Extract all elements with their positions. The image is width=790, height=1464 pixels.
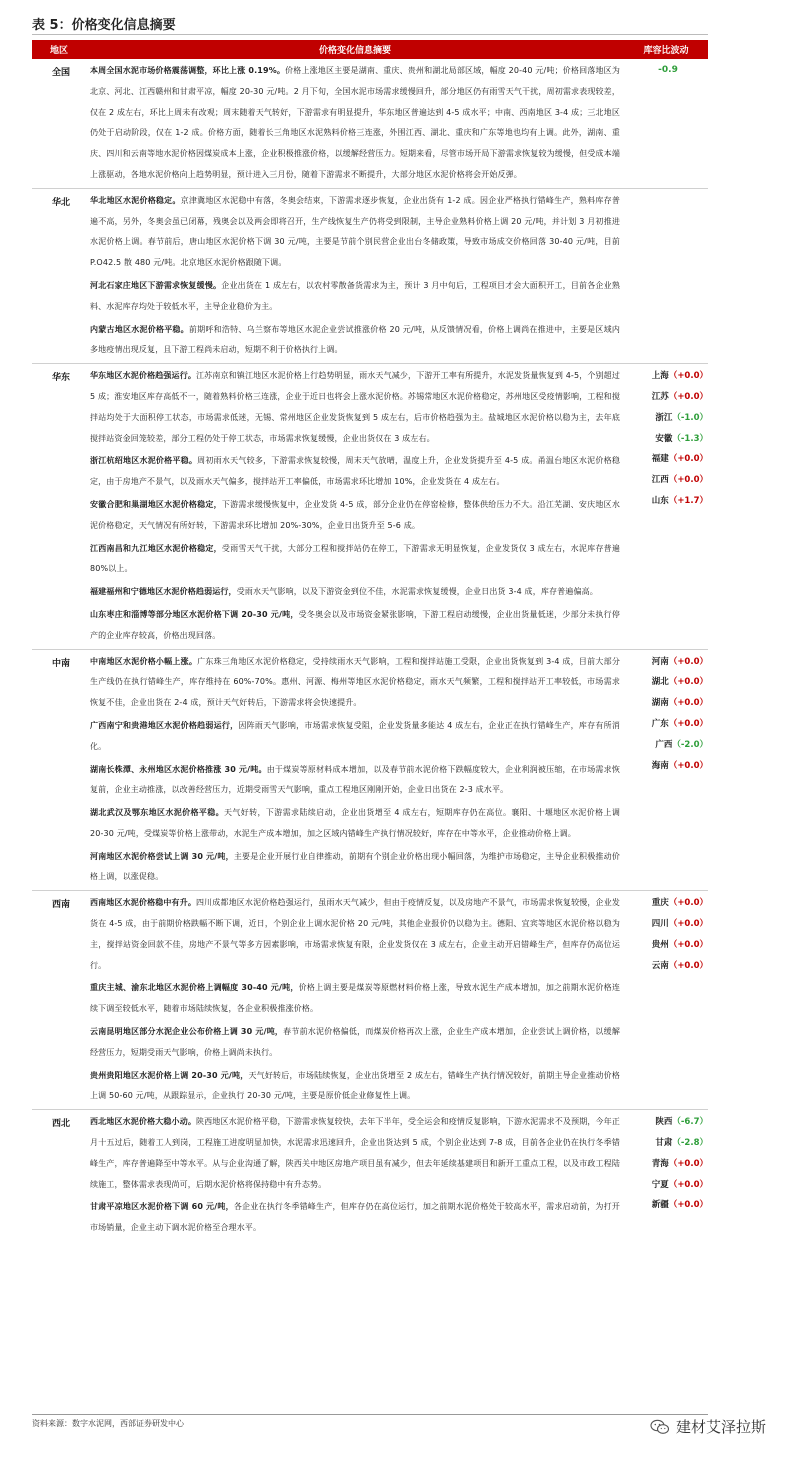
province-name: 甘肃 [655, 1138, 673, 1149]
province-name: 湖南 [651, 698, 669, 709]
province-change [628, 449, 708, 470]
region-changes [624, 649, 708, 891]
paragraph-headline: 重庆主城、渝东北地区水泥价格上调幅度 30-40 元/吨， [90, 983, 299, 993]
paragraph-headline: 湖北武汉及鄂东地区水泥价格平稳。 [90, 808, 224, 818]
province-name: 福建 [651, 454, 669, 465]
paragraph-headline: 中南地区水泥价格小幅上涨。 [90, 656, 198, 666]
province-change [628, 387, 708, 408]
table-header-row [32, 40, 708, 59]
watermark [650, 1416, 766, 1437]
province-change-value: （-1.3） [672, 433, 708, 444]
province-change [628, 672, 708, 693]
paragraph-headline: 贵州贵阳地区水泥价格上调 20-30 元/吨， [90, 1070, 249, 1080]
summary-paragraph [90, 978, 620, 1020]
region-row [32, 649, 708, 891]
province-change [628, 956, 708, 977]
header-summary: 价格变化信息摘要 [86, 40, 624, 59]
province-change [628, 1195, 708, 1216]
region-name: 中南 [32, 649, 86, 891]
summary-paragraph [90, 61, 620, 186]
province-name: 浙江 [655, 412, 673, 423]
region-summary [86, 891, 624, 1110]
region-row [32, 891, 708, 1110]
region-name: 西南 [32, 891, 86, 1110]
province-name: 重庆 [651, 898, 669, 909]
summary-paragraph [90, 191, 620, 274]
region-name: 华北 [32, 188, 86, 363]
paragraph-body: 价格上涨地区主要是湖南、重庆、贵州和湖北局部区域，幅度 20-40 元/吨；价格回落地区为北京、河北、江西赣州和甘肃平凉，幅度 20-30 元/吨。2 月下旬，全国水泥市场需求缓慢回升，部分地区仍有雨雪天气干扰，周初需求表现较差，仅在 2 成左右，环比上周未有改观；周末随着天气转好，下游需求有明显提升，华东地区普遍达到 4-5 成水平；中南、西南地区 3-4 成；三北地区仍处于启动阶段，仅在 1-2 成。价格方面，随着长三角地区水泥熟料价格三连涨，外围江西、湖北、重庆和广东等地也均有上调。此外，湖南、重庆、四川和云南等地水泥价格因煤炭成本上涨，企业积极推涨价格，以缓解经营压力。短期来看，尽管市场开局下游需求恢复较为缓慢，但受成本端上涨驱动，各地水泥价格向上趋势明显，预计进入三月份，随着下游需求不断提升，大部分地区水泥价格将会开始反弹。 [90, 66, 621, 179]
paragraph-headline: 河北石家庄地区下游需求恢复缓慢。 [90, 280, 222, 290]
table-title: 表 5：价格变化信息摘要 [32, 18, 176, 33]
province-change-value: （+0.0） [668, 760, 708, 771]
summary-paragraph [90, 1112, 620, 1195]
price-summary-table [32, 40, 708, 1241]
paragraph-body: 四川成都地区水泥价格趋强运行，虽雨水天气减少，但由于疫情反复，以及房地产不景气，市场需求恢复较慢，企业发货在 4-5 成，由于前期价格跌幅不断下调，近日，个别企业上调水泥价格 20 元/吨，其他企业报价仍以稳为主。德阳、宜宾等地区水泥价格以稳为主，搅拌站资金回款不佳，房地产不景气等多方因素影响，市场需求恢复有限，企业发货仅在 3 成左右，企业主动开启错峰生产，但库存仍高位运行。 [90, 898, 620, 970]
province-change-value: （+0.0） [668, 939, 708, 950]
paragraph-body: 前期呼和浩特、乌兰察布等地区水泥企业尝试推涨价格 20 元/吨，从反馈情况看，价格上调尚在推进中，主要是区域内多地疫情出现反复，且下游工程尚未启动，短期不利于价格执行上调。 [90, 324, 620, 355]
province-change-value: （+0.0） [668, 898, 708, 909]
paragraph-body: 价格上调主要是煤炭等原燃材料价格上涨，导致水泥生产成本增加，加之前期水泥价格连续下调至较低水平，随着市场陆续恢复，各企业积极推涨价格。 [90, 983, 620, 1014]
province-name: 新疆 [651, 1200, 669, 1211]
paragraph-headline: 华东地区水泥价格趋强运行。 [90, 371, 197, 381]
province-change-value: （+0.0） [668, 677, 708, 688]
summary-paragraph [90, 276, 620, 318]
province-change [628, 914, 708, 935]
paragraph-headline: 江西南昌和九江地区水泥价格稳定， [90, 543, 222, 553]
paragraph-body: 受雨雪天气干扰，大部分工程和搅拌站仍在停工，下游需求无明显恢复，企业发货仅 3 成左右，水泥库存普遍 80%以上。 [90, 543, 621, 574]
paragraph-body: 因阵雨天气影响，市场需求恢复受阻，企业发货量多能达 4 成左右，企业正在执行错峰生产，库存有所消化。 [90, 720, 621, 751]
paragraph-headline: 西南地区水泥价格稳中有升。 [90, 898, 196, 908]
region-changes [624, 188, 708, 363]
paragraph-body: 各企业在执行冬季错峰生产，但库存仍在高位运行，加之前期水泥价格处于较高水平，需求启动前，为打开市场销量，企业主动下调水泥价格至合理水平。 [90, 1202, 620, 1233]
province-change [628, 429, 708, 450]
province-change-value: （+0.0） [668, 960, 708, 971]
province-change [628, 1154, 708, 1175]
paragraph-body: 由于煤炭等原材料成本增加，以及春节前水泥价格下跌幅度较大，企业利润被压缩，在市场需求恢复前，企业主动推涨，以改善经营压力，近期受雨雪天气影响，重点工程地区刚刚开始，企业日出货在 2-3 成水平。 [90, 764, 620, 795]
summary-paragraph [90, 847, 620, 889]
province-name: 宁夏 [651, 1179, 669, 1190]
title-divider [32, 34, 708, 35]
paragraph-body: 京津冀地区水泥稳中有落，冬奥会结束，下游需求逐步恢复，企业出货有 1-2 成。因企业严格执行错峰生产，熟料库存普遍不高，另外，冬奥会虽已闭幕，残奥会以及两会即将召开，生产线恢复生产仍将受到限制，主导企业熟料价格上调 20 元/吨，并计划 3 月初推进水泥价格上调。春节前后，唐山地区水泥价格下调 30 元/吨，主要是节前个别民营企业出台冬储政策，导致市场成交价格回落 30-40 元/吨，目前 P.O42.5 散 480 元/吨。北京地区水泥价格跟随下调。 [90, 195, 621, 268]
paragraph-headline: 西北地区水泥价格大稳小动。 [90, 1117, 196, 1127]
province-name: 江西 [651, 475, 669, 486]
province-name: 山东 [651, 495, 669, 506]
table-body [32, 59, 708, 1241]
summary-paragraph [90, 366, 620, 449]
summary-paragraph [90, 716, 620, 758]
province-change-value: （+0.0） [668, 698, 708, 709]
province-name: 河南 [651, 656, 669, 667]
footer-divider [32, 1414, 708, 1415]
region-summary [86, 1110, 624, 1241]
paragraph-headline: 山东枣庄和淄博等部分地区水泥价格下调 20-30 元/吨， [90, 609, 299, 619]
header-region: 地区 [32, 40, 86, 59]
province-change-value: （+1.7） [668, 495, 708, 506]
province-name: 广西 [655, 739, 673, 750]
paragraph-headline: 安徽合肥和巢湖地区水泥价格稳定， [90, 499, 222, 509]
region-summary [86, 649, 624, 891]
province-name: 安徽 [655, 433, 673, 444]
region-changes [624, 364, 708, 649]
province-change-value: （-2.0） [672, 739, 708, 750]
province-change-value: （-6.7） [672, 1117, 708, 1128]
province-change-value: （+0.0） [668, 454, 708, 465]
region-row [32, 364, 708, 649]
paragraph-headline: 河南地区水泥价格尝试上调 30 元/吨， [90, 851, 234, 861]
summary-paragraph [90, 320, 620, 362]
summary-paragraph [90, 582, 620, 603]
summary-paragraph [90, 1066, 620, 1108]
source-note: 资料来源：数字水泥网，西部证券研发中心 [32, 1419, 184, 1428]
paragraph-body: 天气好转后，市场陆续恢复，企业出货增至 2 成左右，错峰生产执行情况较好，前期主导企业推动价格上调 50-60 元/吨，从跟踪显示，企业执行 20-30 元/吨，主要是原价低企业修复性上调。 [90, 1070, 620, 1101]
region-changes [624, 1110, 708, 1241]
province-change-value: （+0.0） [668, 1158, 708, 1169]
region-name: 西北 [32, 1110, 86, 1241]
region-summary [86, 59, 624, 188]
paragraph-headline: 广西南宁和贵港地区水泥价格趋弱运行， [90, 720, 239, 730]
paragraph-body: 受冬奥会以及市场资金紧张影响，下游工程启动缓慢，企业出货量低迷，少部分未执行停产的企业库存较高，价格出现回落。 [90, 609, 620, 640]
summary-paragraph [90, 1197, 620, 1239]
region-row [32, 59, 708, 188]
province-change [628, 693, 708, 714]
paragraph-body: 受雨水天气影响，以及下游资金到位不佳，水泥需求恢复缓慢，企业日出货 3-4 成，库存普遍偏高。 [236, 587, 598, 597]
province-name: 广东 [651, 718, 669, 729]
province-change-value: （+0.0） [668, 656, 708, 667]
paragraph-headline: 云南昆明地区部分水泥企业公布价格上调 30 元/吨， [90, 1027, 284, 1037]
summary-paragraph [90, 495, 620, 537]
region-summary [86, 364, 624, 649]
region-changes [624, 891, 708, 1110]
province-change [628, 1175, 708, 1196]
province-name: 云南 [651, 960, 669, 971]
paragraph-body: 天气好转，下游需求陆续启动，企业出货增至 4 成左右，短期库存仍在高位。襄阳、十堰地区水泥价格上调 20-30 元/吨，受煤炭等价格上涨带动，水泥生产成本增加，加之区域内错峰生产执行情况较好，库存在中等水平，企业推动价格上调。 [90, 808, 620, 838]
paragraph-body: 陕西地区水泥价格平稳，下游需求恢复较快，去年下半年，受全运会和疫情反复影响，下游水泥需求不及预期，今年正月十五过后，随着工人到岗，工程施工进度明显加快，水泥需求迅速回升，企业出货达到 5 成，个别企业达到 7-8 成，目前各企业仍在执行冬季错峰生产，库存普遍降至中等水平。从与企业沟通了解，陕西关中地区房地产项目虽有减少，但去年延续基建项目和新开工重点工程，以及市政工程陆续施工，整体需求表现尚可，后期水泥价格将保持稳中有升态势。 [90, 1117, 620, 1189]
paragraph-headline: 华北地区水泥价格稳定。 [90, 195, 181, 205]
region-summary [86, 188, 624, 363]
region-changes [624, 59, 708, 188]
province-change [628, 893, 708, 914]
paragraph-body: 广东珠三角地区水泥价格稳定，受持续雨水天气影响，工程和搅拌站施工受限，企业出货恢复到 3-4 成，目前大部分生产线仍在执行错峰生产，库存维持在 60%-70%。惠州、河源、梅州等地区水泥价格稳定，雨水天气频繁，工程和搅拌站开工率较低，市场需求恢复不佳，企业出货在 2-4 成，预计天气好转后，下游需求将会快速提升。 [90, 656, 621, 708]
paragraph-headline: 甘肃平凉地区水泥价格下调 60 元/吨， [90, 1202, 234, 1212]
province-change-value: （+0.0） [668, 919, 708, 930]
paragraph-headline: 本周全国水泥市场价格震荡调整，环比上涨 0.19%。 [90, 66, 286, 75]
national-change-value: -0.9 [658, 65, 678, 75]
province-name: 江苏 [651, 391, 669, 402]
province-change-value: （+0.0） [668, 475, 708, 486]
province-name: 陕西 [655, 1117, 673, 1128]
province-name: 四川 [651, 919, 669, 930]
paragraph-body: 企业出货在 1 成左右，以农村零散备货需求为主，预计 3 月中旬后，工程项目才会大面积开工，目前各企业熟料、水泥库存均处于较低水平，主导企业稳价为主。 [90, 280, 620, 311]
province-change-value: （+0.0） [668, 1179, 708, 1190]
province-change [628, 652, 708, 673]
province-change [628, 714, 708, 735]
paragraph-headline: 内蒙古地区水泥价格平稳。 [90, 324, 189, 334]
province-name: 上海 [651, 371, 669, 382]
region-row [32, 1110, 708, 1241]
paragraph-headline: 浙江杭绍地区水泥价格平稳。 [90, 456, 198, 466]
paragraph-body: 下游需求缓慢恢复中，企业发货 4-5 成，部分企业仍在停窑检修，整体供给压力不大。沿江芜湖、安庆地区水泥价格稳定，天气情况有所好转，下游需求环比增加 20%-30%，企业日出货升至 5-6 成。 [90, 499, 620, 530]
province-change [628, 1133, 708, 1154]
province-name: 贵州 [651, 939, 669, 950]
province-change-value: （+0.0） [668, 718, 708, 729]
region-name: 全国 [52, 68, 71, 78]
province-change-value: （+0.0） [668, 1200, 708, 1211]
province-change-value: （+0.0） [668, 371, 708, 382]
province-change [628, 1112, 708, 1133]
watermark-text: 建材艾泽拉斯 [675, 1418, 766, 1436]
summary-paragraph [90, 760, 620, 802]
province-name: 湖北 [651, 677, 669, 688]
summary-paragraph [90, 605, 620, 647]
province-change-value: （-1.0） [672, 412, 708, 423]
province-change [628, 470, 708, 491]
region-name: 华东 [32, 364, 86, 649]
paragraph-headline: 湖南长株潭、永州地区水泥价格推涨 30 元/吨。 [90, 764, 267, 774]
province-name: 海南 [651, 760, 669, 771]
region-row [32, 188, 708, 363]
summary-paragraph [90, 451, 620, 493]
province-change [628, 756, 708, 777]
summary-paragraph [90, 803, 620, 845]
province-name: 青海 [651, 1158, 669, 1169]
summary-paragraph [90, 893, 620, 976]
province-change [628, 408, 708, 429]
paragraph-body: 江苏南京和镇江地区水泥价格上行趋势明显，雨水天气减少，下游开工率有所提升，水泥发货量恢复到 4-5，个别超过 5 成；淮安地区库存高低不一，随着熟料价格三连涨，企业于近日也将会上涨水泥价格。苏锡常地区水泥价格稳定，苏州地区受疫情影响，工程和搅拌站均处于大面积停工状态，市场需求低迷，无锡、常州地区企业发货恢复到 5 成左右，后市价格趋强为主。盐城地区水泥价格以稳为主，去年底搅拌站资金回笼较差，部分工程仍处于停工状态，市场需求恢复缓慢，企业出货仅在 3 成左右。 [90, 371, 620, 443]
paragraph-body: 主要是企业开展行业自律推动，前期有个别企业价格出现小幅回落，为维护市场稳定，主导企业积极推动价格上调，以涨促稳。 [90, 851, 620, 882]
province-change [628, 935, 708, 956]
province-change [628, 491, 708, 512]
summary-paragraph [90, 1022, 620, 1064]
paragraph-body: 春节前水泥价格偏低，而煤炭价格再次上涨，企业生产成本增加，企业尝试上调价格，以缓解经营压力，短期受雨天气影响，价格上调尚未执行。 [90, 1027, 620, 1057]
summary-paragraph [90, 652, 620, 714]
wechat-icon [650, 1419, 670, 1435]
province-change [628, 366, 708, 387]
summary-paragraph [90, 539, 620, 581]
province-change-value: （+0.0） [668, 391, 708, 402]
province-change-value: （-2.8） [672, 1138, 708, 1149]
paragraph-headline: 福建福州和宁德地区水泥价格趋弱运行， [90, 587, 237, 597]
province-change [628, 735, 708, 756]
header-change: 库容比波动 [624, 40, 708, 59]
paragraph-body: 周初雨水天气较多，下游需求恢复较慢，周末天气放晴，温度上升，企业发货提升至 4-5 成。甬温台地区水泥价格稳定，由于房地产不景气，以及雨水天气偏多，搅拌站开工率偏低，市场需求环比增加 10%，企业发货在 4 成左右。 [90, 456, 621, 487]
